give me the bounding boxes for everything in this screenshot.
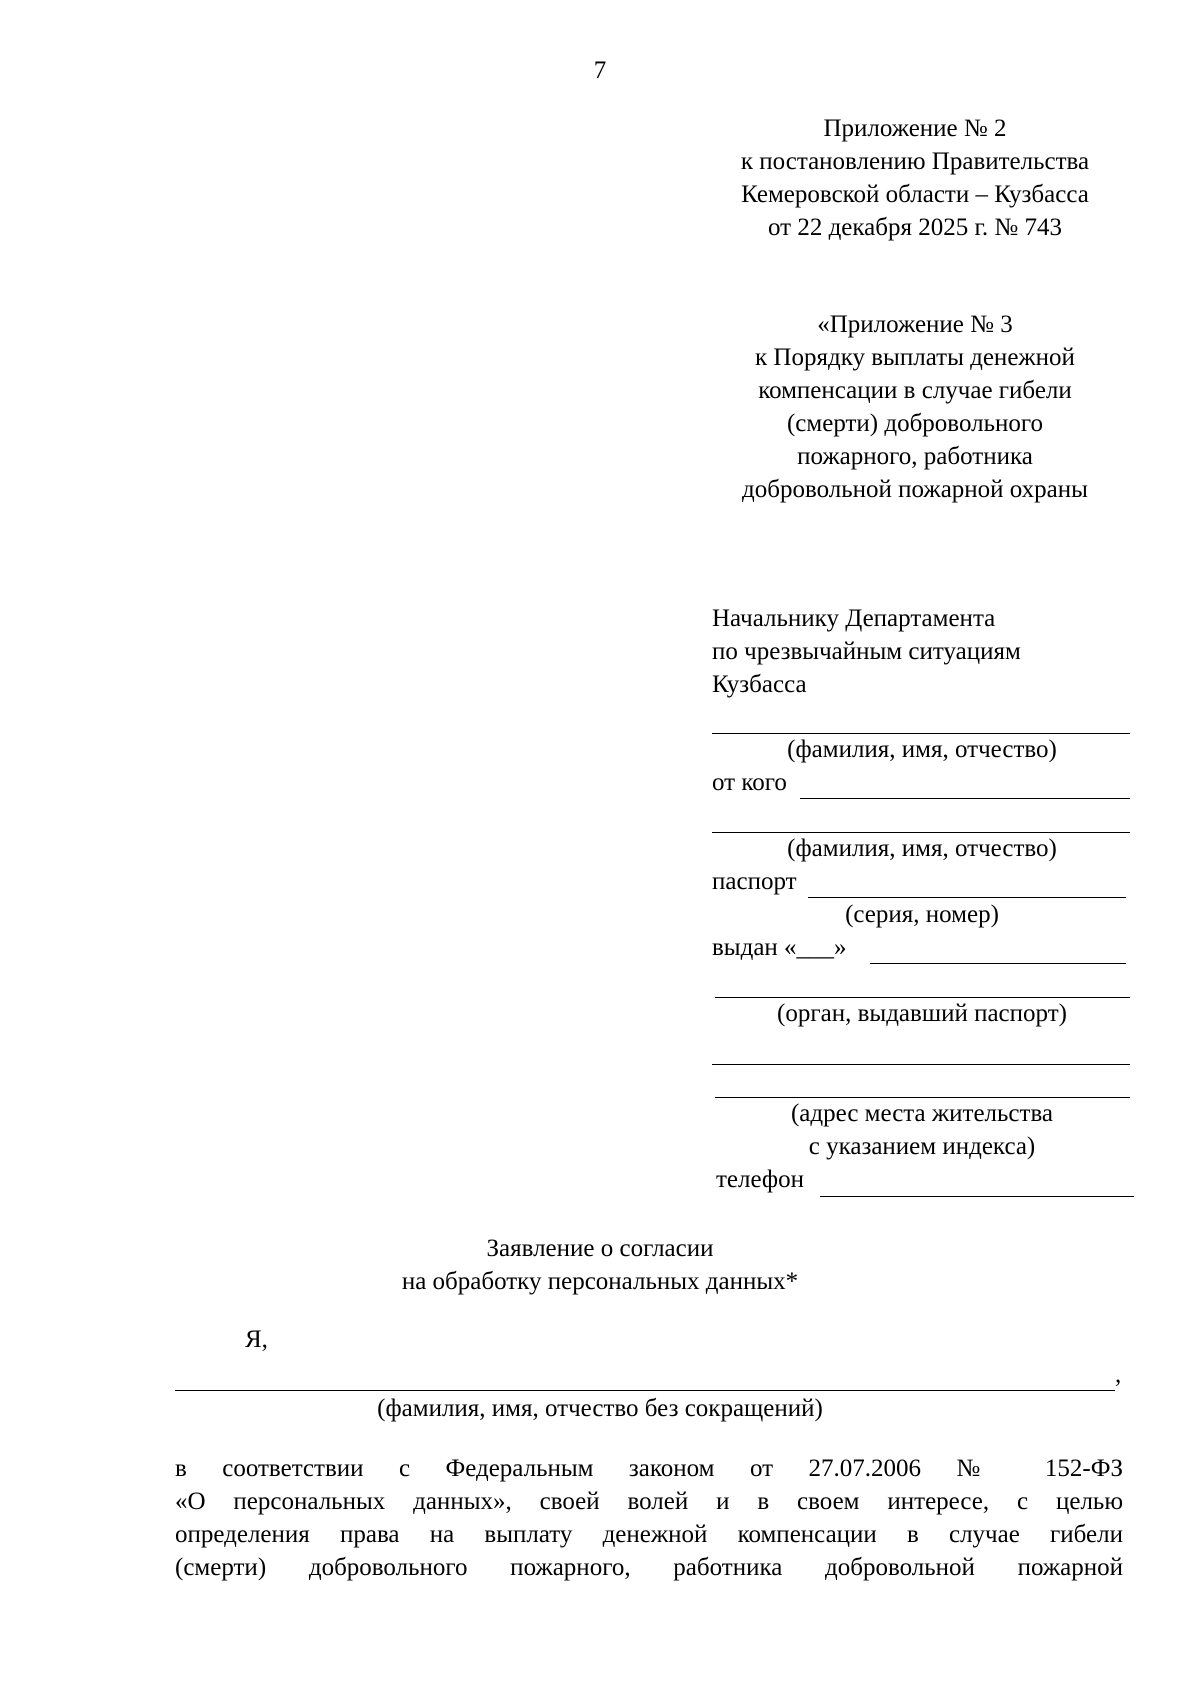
phone-label: телефон — [716, 1166, 804, 1193]
addressee-line: Кузбасса — [712, 671, 807, 698]
appendix-3-line: пожарного, работника — [797, 443, 1033, 470]
appendix-3-line: добровольной пожарной охраны — [742, 476, 1088, 503]
appendix-3-header — [690, 308, 1140, 506]
issued-label: выдан «___» — [712, 934, 847, 961]
appendix-3-line: «Приложение № 3 — [817, 311, 1013, 338]
appendix-2-line: Приложение № 2 — [823, 115, 1007, 142]
body-line: определения права на выплату денежной компенсации в случае гибели — [175, 1521, 1123, 1548]
appendix-2-line: к постановлению Правительства — [740, 148, 1090, 175]
applicant-fio-caption: (фамилия, имя, отчество) — [787, 835, 1057, 862]
address-line-1[interactable] — [712, 1064, 1130, 1065]
body-line: «О персональных данных», своей волей и в своем интересе, с целью — [175, 1488, 1123, 1515]
address-caption-1: (адрес места жительства — [790, 1100, 1054, 1127]
appendix-3-line: компенсации в случае гибели — [758, 377, 1072, 404]
title-line-2: на обработку персональных данных* — [401, 1268, 799, 1295]
comma-text: , — [1115, 1361, 1122, 1388]
passport-label: паспорт — [712, 868, 797, 895]
page-number: 7 — [593, 57, 607, 84]
full-fio-line[interactable] — [175, 1390, 1115, 1391]
passport-series-caption: (серия, номер) — [845, 901, 999, 928]
appendix-2-header — [690, 112, 1140, 244]
issued-date-line[interactable] — [870, 963, 1126, 964]
head-fio-caption: (фамилия, имя, отчество) — [787, 736, 1057, 763]
body-line: в соответствии с Федеральным законом от 27.07.2006 № 152-ФЗ — [175, 1455, 1123, 1482]
body-paragraph — [175, 1452, 1123, 1584]
phone-row — [716, 1163, 1136, 1196]
issued-row — [712, 931, 1132, 964]
appendix-2-line: от 22 декабря 2025 г. № 743 — [767, 214, 1063, 241]
from-whom-row — [712, 766, 1132, 799]
body-line: (смерти) добровольного пожарного, работника добровольной пожарной — [175, 1554, 1123, 1581]
full-fio-caption: (фамилия, имя, отчество без сокращений) — [377, 1395, 823, 1422]
address-caption-2: с указанием индекса) — [808, 1133, 1036, 1160]
addressee-line: Начальнику Департамента — [712, 605, 996, 632]
title-line-1: Заявление о согласии — [486, 1235, 714, 1262]
appendix-3-line: (смерти) добровольного — [786, 410, 1044, 437]
document-title — [150, 1232, 1050, 1298]
addressee-block — [712, 602, 1132, 701]
phone-line[interactable] — [820, 1196, 1134, 1197]
addressee-line: по чрезвычайным ситуациям — [712, 638, 1021, 665]
from-whom-line[interactable] — [800, 798, 1130, 799]
appendix-3-line: к Порядку выплаты денежной — [755, 344, 1075, 371]
ya-text: Я, — [245, 1326, 268, 1353]
appendix-2-line: Кемеровской области – Кузбасса — [741, 181, 1089, 208]
from-whom-label: от кого — [712, 769, 787, 796]
issuer-caption: (орган, выдавший паспорт) — [777, 1000, 1067, 1027]
passport-row — [712, 865, 1132, 898]
